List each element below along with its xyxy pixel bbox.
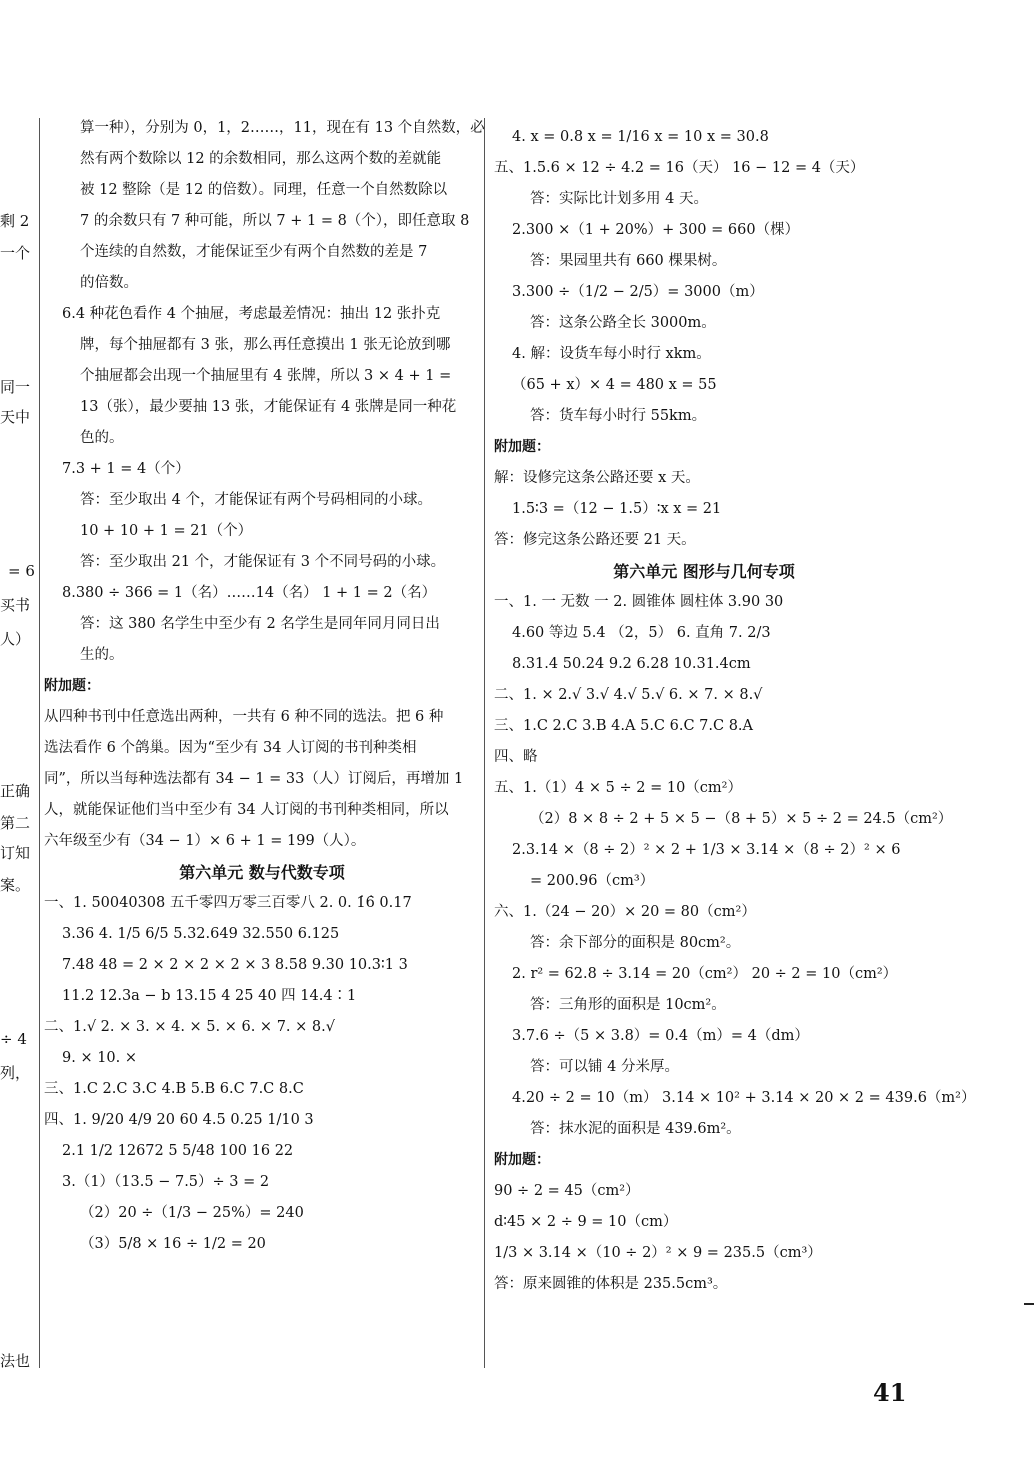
- text-line: 4.20 ÷ 2 = 10（m） 3.14 × 10² + 3.14 × 20 × 2 = 439.6（m²）: [512, 1090, 976, 1106]
- text-line: 答：可以铺 4 分米厚。: [530, 1059, 679, 1075]
- left-margin-rule: [39, 118, 40, 1368]
- text-line: 选法看作 6 个鸽巢。因为“至少有 34 人订阅的书刊种类相: [44, 740, 417, 756]
- text-line: 答：果园里共有 660 棵果树。: [530, 253, 727, 269]
- text-line: d∶45 × 2 ÷ 9 = 10（cm）: [494, 1214, 678, 1230]
- edge-fragment: 同一: [0, 378, 31, 396]
- edge-fragment: 案。: [0, 876, 31, 894]
- text-line: 被 12 整除（是 12 的倍数）。同理，任意一个自然数除以: [80, 182, 448, 198]
- text-line: 的倍数。: [80, 275, 138, 291]
- text-line: 答：这条公路全长 3000m。: [530, 315, 716, 331]
- text-line: 13（张），最少要抽 13 张，才能保证有 4 张牌是同一种花: [80, 399, 457, 415]
- edge-fragment: 法也: [0, 1352, 31, 1370]
- text-line: 答：至少取出 21 个，才能保证有 3 个不同号码的小球。: [80, 554, 446, 570]
- text-line: 二、1. × 2.√ 3.√ 4.√ 5.√ 6. × 7. × 8.√: [494, 687, 763, 703]
- page-number: 41: [873, 1378, 907, 1407]
- extra-heading: 附加题：: [494, 1152, 550, 1168]
- edge-fragment: ÷ 4: [0, 1030, 27, 1048]
- text-line: 4. 解：设货车每小时行 xkm。: [512, 346, 711, 362]
- text-line: 1/3 × 3.14 ×（10 ÷ 2）² × 9 = 235.5（cm³）: [494, 1245, 822, 1261]
- text-line: 个抽屉都会出现一个抽屉里有 4 张牌，所以 3 × 4 + 1 =: [80, 368, 452, 384]
- text-line: 7.48 48 = 2 × 2 × 2 × 2 × 3 8.58 9.30 10.3∶1 3: [62, 957, 408, 973]
- text-line: 从四种书刊中任意选出两种，一共有 6 种不同的选法。把 6 种: [44, 709, 444, 725]
- text-line: 生的。: [80, 647, 124, 663]
- text-line: 2.300 ×（1 + 20%）+ 300 = 660（棵）: [512, 222, 800, 238]
- text-line: 答：抹水泥的面积是 439.6m²。: [530, 1121, 741, 1137]
- text-line: 8.31.4 50.24 9.2 6.28 10.31.4cm: [512, 656, 751, 672]
- text-line: 7 的余数只有 7 种可能，所以 7 + 1 = 8（个），即任意取 8: [80, 213, 470, 229]
- edge-fragment: 天中: [0, 408, 31, 426]
- text-line: 答：原来圆锥的体积是 235.5cm³。: [494, 1276, 728, 1292]
- text-line: 人，就能保证他们当中至少有 34 人订阅的书刊种类相同，所以: [44, 802, 449, 818]
- text-line: 3.36 4. 1/5 6/5 5.32.649 32.550 6.125: [62, 926, 340, 942]
- column-divider: [484, 118, 485, 1368]
- text-line: （2）8 × 8 ÷ 2 + 5 × 5 −（8 + 5）× 5 ÷ 2 = 24.5（cm²）: [530, 811, 953, 827]
- edge-fragment: 买书: [0, 596, 31, 614]
- text-line: 3.7.6 ÷（5 × 3.8）= 0.4（m）= 4（dm）: [512, 1028, 809, 1044]
- text-line: 牌，每个抽屉都有 3 张，那么再任意摸出 1 张无论放到哪: [80, 337, 451, 353]
- text-line: 4.60 等边 5.4 （2，5） 6. 直角 7. 2/3: [512, 625, 771, 641]
- text-line: 个连续的自然数，才能保证至少有两个自然数的差是 7: [80, 244, 428, 260]
- edge-fragment: 订知: [0, 844, 31, 862]
- text-line: 一、1. 50040308 五千零四万零三百零八 2. 0. 1̇6̇ 0.17: [44, 895, 412, 911]
- extra-heading: 附加题：: [44, 678, 100, 694]
- edge-fragment: 第二: [0, 814, 31, 832]
- text-line: 4. x = 0.8 x = 1/16 x = 10 x = 30.8: [512, 129, 769, 145]
- section-title: 第六单元 图形与几何专项: [613, 562, 795, 581]
- text-line: 算一种），分别为 0，1，2……，11，现在有 13 个自然数，必: [80, 120, 485, 136]
- text-line: 11.2 12.3a − b 13.15 4 25 40 四 14.4∶1: [62, 988, 357, 1004]
- section-title: 第六单元 数与代数专项: [179, 863, 345, 882]
- text-line: 答：这 380 名学生中至少有 2 名学生是同年同月同日出: [80, 616, 440, 632]
- extra-heading: 附加题：: [494, 439, 550, 455]
- text-line: 答：修完这条公路还要 21 天。: [494, 532, 696, 548]
- text-line: 答：三角形的面积是 10cm²。: [530, 997, 726, 1013]
- text-line: 五、1.（1）4 × 5 ÷ 2 = 10（cm²）: [494, 780, 742, 796]
- text-line: 三、1.C 2.C 3.B 4.A 5.C 6.C 7.C 8.A: [494, 718, 754, 734]
- text-line: 90 ÷ 2 = 45（cm²）: [494, 1183, 640, 1199]
- text-line: 答：实际比计划多用 4 天。: [530, 191, 708, 207]
- edge-fragment: 人）: [0, 630, 31, 648]
- text-line: 三、1.C 2.C 3.C 4.B 5.B 6.C 7.C 8.C: [44, 1081, 304, 1097]
- edge-fragment: 一个: [0, 244, 31, 262]
- text-line: 3.（1）（13.5 − 7.5）÷ 3 = 2: [62, 1174, 270, 1190]
- text-line: 1.5∶3 =（12 − 1.5）∶x x = 21: [512, 501, 722, 517]
- text-line: 色的。: [80, 430, 124, 446]
- text-line: 四、略: [494, 749, 538, 765]
- text-line: = 200.96（cm³）: [530, 873, 655, 889]
- text-line: 2. r² = 62.8 ÷ 3.14 = 20（cm²） 20 ÷ 2 = 10（cm²）: [512, 966, 898, 982]
- text-line: 答：货车每小时行 55km。: [530, 408, 707, 424]
- text-line: 8.380 ÷ 366 = 1（名）……14（名） 1 + 1 = 2（名）: [62, 585, 437, 601]
- text-line: 答：至少取出 4 个，才能保证有两个号码相同的小球。: [80, 492, 432, 508]
- text-line: 10 + 10 + 1 = 21（个）: [80, 523, 253, 539]
- text-line: 解：设修完这条公路还要 x 天。: [494, 470, 700, 486]
- edge-fragment: = 6: [8, 562, 35, 580]
- text-line: 9. × 10. ×: [62, 1050, 138, 1066]
- text-line: 3.300 ÷（1/2 − 2/5）= 3000（m）: [512, 284, 764, 300]
- text-line: 7.3 + 1 = 4（个）: [62, 461, 190, 477]
- edge-fragment: 正确: [0, 782, 31, 800]
- text-line: 2.3.14 ×（8 ÷ 2）² × 2 + 1/3 × 3.14 ×（8 ÷ 2）² × 6: [512, 842, 901, 858]
- text-line: 六年级至少有（34 − 1）× 6 + 1 = 199（人）。: [44, 833, 366, 849]
- right-column: [494, 122, 976, 1300]
- text-line: 然有两个数除以 12 的余数相同，那么这两个数的差就能: [80, 151, 442, 167]
- text-line: 同”，所以当每种选法都有 34 − 1 = 33（人）订阅后，再增加 1: [44, 771, 464, 787]
- text-line: 2.1 1/2 12672 5 5/48 100 16 22: [62, 1143, 294, 1159]
- text-line: 五、1.5.6 × 12 ÷ 4.2 = 16（天） 16 − 12 = 4（天）: [494, 160, 865, 176]
- edge-mark: [1024, 1303, 1034, 1305]
- text-line: （2）20 ÷（1/3 − 25%）= 240: [80, 1205, 304, 1221]
- left-column: [44, 113, 485, 1260]
- text-line: 6.4 种花色看作 4 个抽屉，考虑最差情况：抽出 12 张扑克: [62, 306, 441, 322]
- text-line: （65 + x）× 4 = 480 x = 55: [512, 377, 717, 393]
- edge-fragment: 列，: [0, 1064, 31, 1082]
- text-line: 一、1. 一 无数 一 2. 圆锥体 圆柱体 3.90 30: [494, 594, 784, 610]
- text-line: 六、1.（24 − 20）× 20 = 80（cm²）: [494, 904, 756, 920]
- text-line: 四、1. 9/20 4/9 20 60 4.5 0.25 1/10 3: [44, 1112, 314, 1128]
- text-line: （3）5/8 × 16 ÷ 1/2 = 20: [80, 1236, 266, 1252]
- text-line: 答：余下部分的面积是 80cm²。: [530, 935, 741, 951]
- text-line: 二、1.√ 2. × 3. × 4. × 5. × 6. × 7. × 8.√: [44, 1019, 335, 1035]
- edge-fragment: 剩 2: [0, 212, 30, 230]
